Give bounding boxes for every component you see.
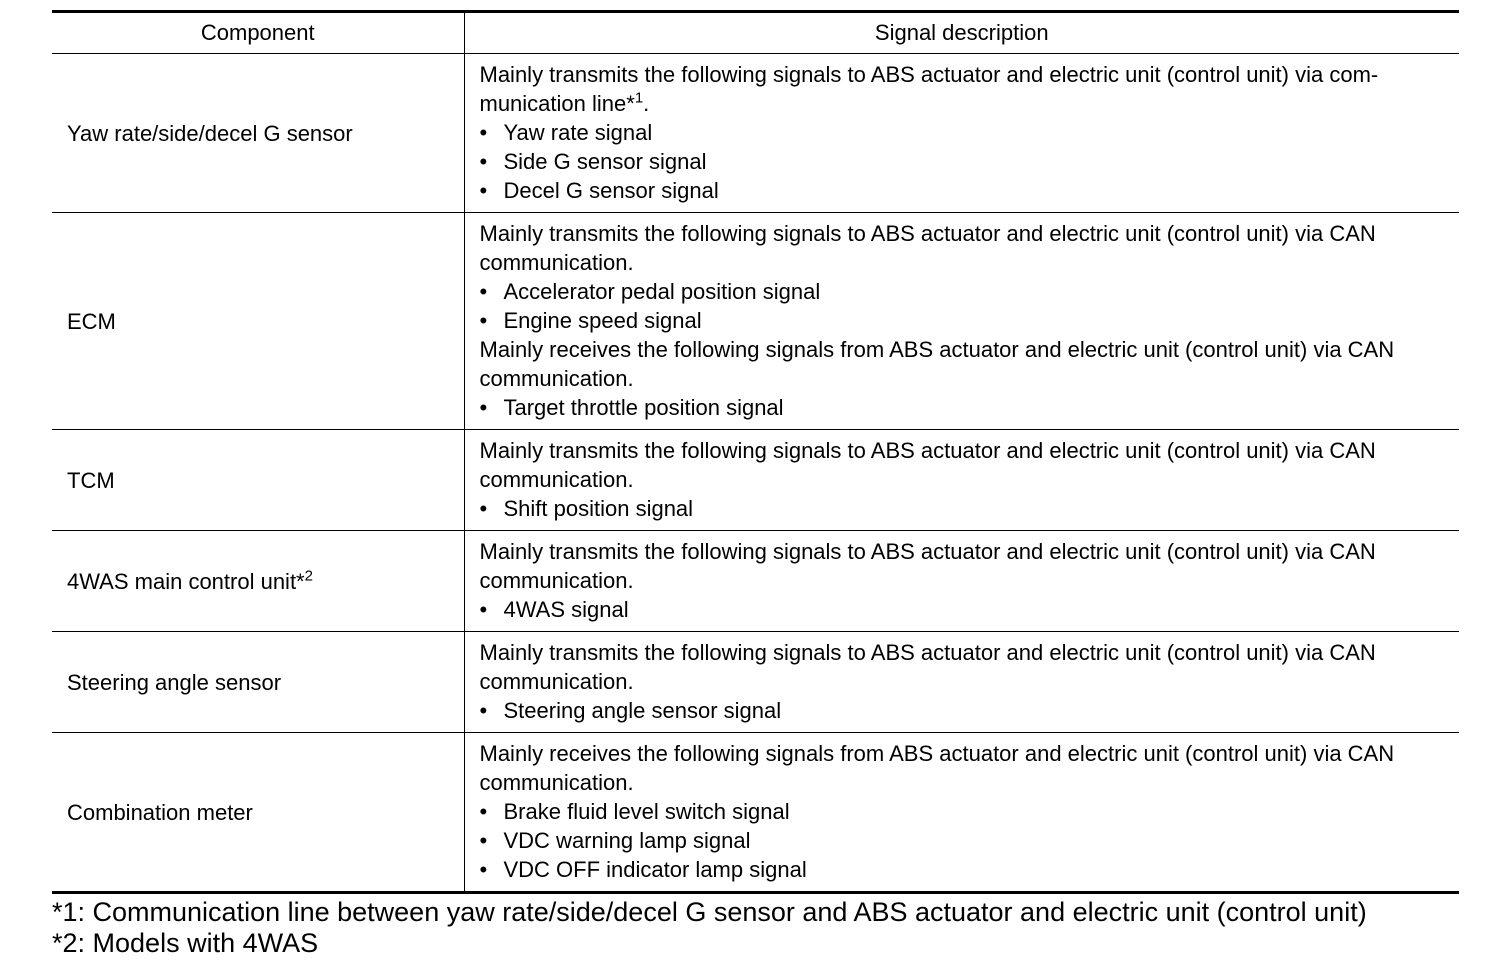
signal-name: Side G sensor signal <box>503 149 707 174</box>
signal-list-item <box>480 797 1452 826</box>
component-cell <box>52 430 464 531</box>
table-row <box>52 430 1459 531</box>
description-sentence: Mainly transmits the following signals to ABS actuator and electric unit (control unit) via CAN communication. <box>479 640 1376 694</box>
bullet-icon: • <box>479 308 488 333</box>
signal-list-item <box>480 393 1452 422</box>
signal-list-item <box>480 176 1452 205</box>
signal-list-item <box>480 595 1452 624</box>
signal-name: Engine speed signal <box>503 308 702 333</box>
component-name: Yaw rate/side/decel G sensor <box>67 120 353 146</box>
signal-table-page <box>52 10 1459 959</box>
table-row <box>52 54 1459 213</box>
column-header-signal-description: Signal description <box>464 12 1459 54</box>
bullet-icon: • <box>479 178 488 203</box>
bullet-icon: • <box>479 279 488 304</box>
footnotes <box>52 897 1459 959</box>
component-name: Combination meter <box>67 799 253 825</box>
signal-list-item <box>480 118 1452 147</box>
signal-name: Shift position signal <box>503 496 694 521</box>
signal-name: Accelerator pedal position signal <box>503 279 821 304</box>
bullet-icon: • <box>479 799 488 824</box>
signal-description-cell <box>464 632 1459 733</box>
signal-description-cell <box>464 531 1459 632</box>
signal-list-item <box>480 696 1452 725</box>
footnote: *1: Communication line between yaw rate/side/decel G sensor and ABS actuator and electric unit (control unit) <box>52 897 1367 927</box>
description-text <box>480 335 1452 393</box>
signal-description-cell <box>464 430 1459 531</box>
signal-list-item <box>480 826 1452 855</box>
footnote: *2: Models with 4WAS <box>52 928 319 958</box>
description-sentence: Mainly receives the following signals from ABS actuator and electric unit (control unit) via CAN communication. <box>479 741 1395 795</box>
signal-list-item <box>480 494 1452 523</box>
description-text <box>480 638 1452 696</box>
component-name: ECM <box>67 308 116 334</box>
signal-name: VDC warning lamp signal <box>503 828 751 853</box>
bullet-icon: • <box>479 857 488 882</box>
bullet-icon: • <box>479 120 488 145</box>
signal-name: VDC OFF indicator lamp signal <box>503 857 807 882</box>
table-body <box>52 54 1459 893</box>
signal-name: Brake fluid level switch signal <box>503 799 790 824</box>
description-text <box>480 537 1452 595</box>
description-text <box>480 739 1452 797</box>
component-cell <box>52 632 464 733</box>
table-row <box>52 733 1459 893</box>
signal-description-cell <box>464 54 1459 213</box>
component-name: TCM <box>67 467 115 493</box>
signal-name: Steering angle sensor signal <box>503 698 782 723</box>
bullet-icon: • <box>479 828 488 853</box>
component-cell <box>52 531 464 632</box>
signal-list-item <box>480 277 1452 306</box>
component-name: 4WAS main control unit* <box>67 568 305 594</box>
footnote-marker: 2 <box>304 567 313 585</box>
signal-description-cell <box>464 733 1459 893</box>
signal-list-item <box>480 306 1452 335</box>
signal-name: Decel G sensor signal <box>503 178 719 203</box>
component-cell <box>52 733 464 893</box>
bullet-icon: • <box>479 698 488 723</box>
table-row <box>52 531 1459 632</box>
punctuation: . <box>643 91 650 116</box>
table-header-row <box>52 12 1459 54</box>
description-text <box>480 89 1452 118</box>
signal-name: Target throttle position signal <box>503 395 784 420</box>
description-sentence: Mainly transmits the following signals to ABS actuator and electric unit (control unit) via CAN communication. <box>479 539 1376 593</box>
table-row <box>52 213 1459 430</box>
component-name: Steering angle sensor <box>67 669 282 695</box>
bullet-icon: • <box>479 395 488 420</box>
table-row <box>52 632 1459 733</box>
signal-list-item <box>480 855 1452 884</box>
description-text <box>480 436 1452 494</box>
signal-description-cell <box>464 213 1459 430</box>
description-text <box>480 219 1452 277</box>
signal-name: Yaw rate signal <box>503 120 653 145</box>
bullet-icon: • <box>479 149 488 174</box>
component-cell <box>52 54 464 213</box>
component-cell <box>52 213 464 430</box>
description-sentence: munication line* <box>479 91 635 116</box>
bullet-icon: • <box>479 597 488 622</box>
description-sentence: Mainly transmits the following signals to ABS actuator and electric unit (control unit) via com- <box>479 62 1379 87</box>
column-header-component: Component <box>52 12 464 54</box>
description-text <box>480 60 1452 89</box>
description-sentence: Mainly transmits the following signals to ABS actuator and electric unit (control unit) via CAN communication. <box>479 221 1376 275</box>
signal-list-item <box>480 147 1452 176</box>
bullet-icon: • <box>479 496 488 521</box>
description-sentence: Mainly receives the following signals from ABS actuator and electric unit (control unit) via CAN communication. <box>479 337 1395 391</box>
footnote-marker: 1 <box>634 89 644 107</box>
description-sentence: Mainly transmits the following signals to ABS actuator and electric unit (control unit) via CAN communication. <box>479 438 1376 492</box>
signal-table <box>52 10 1459 894</box>
signal-name: 4WAS signal <box>503 597 629 622</box>
